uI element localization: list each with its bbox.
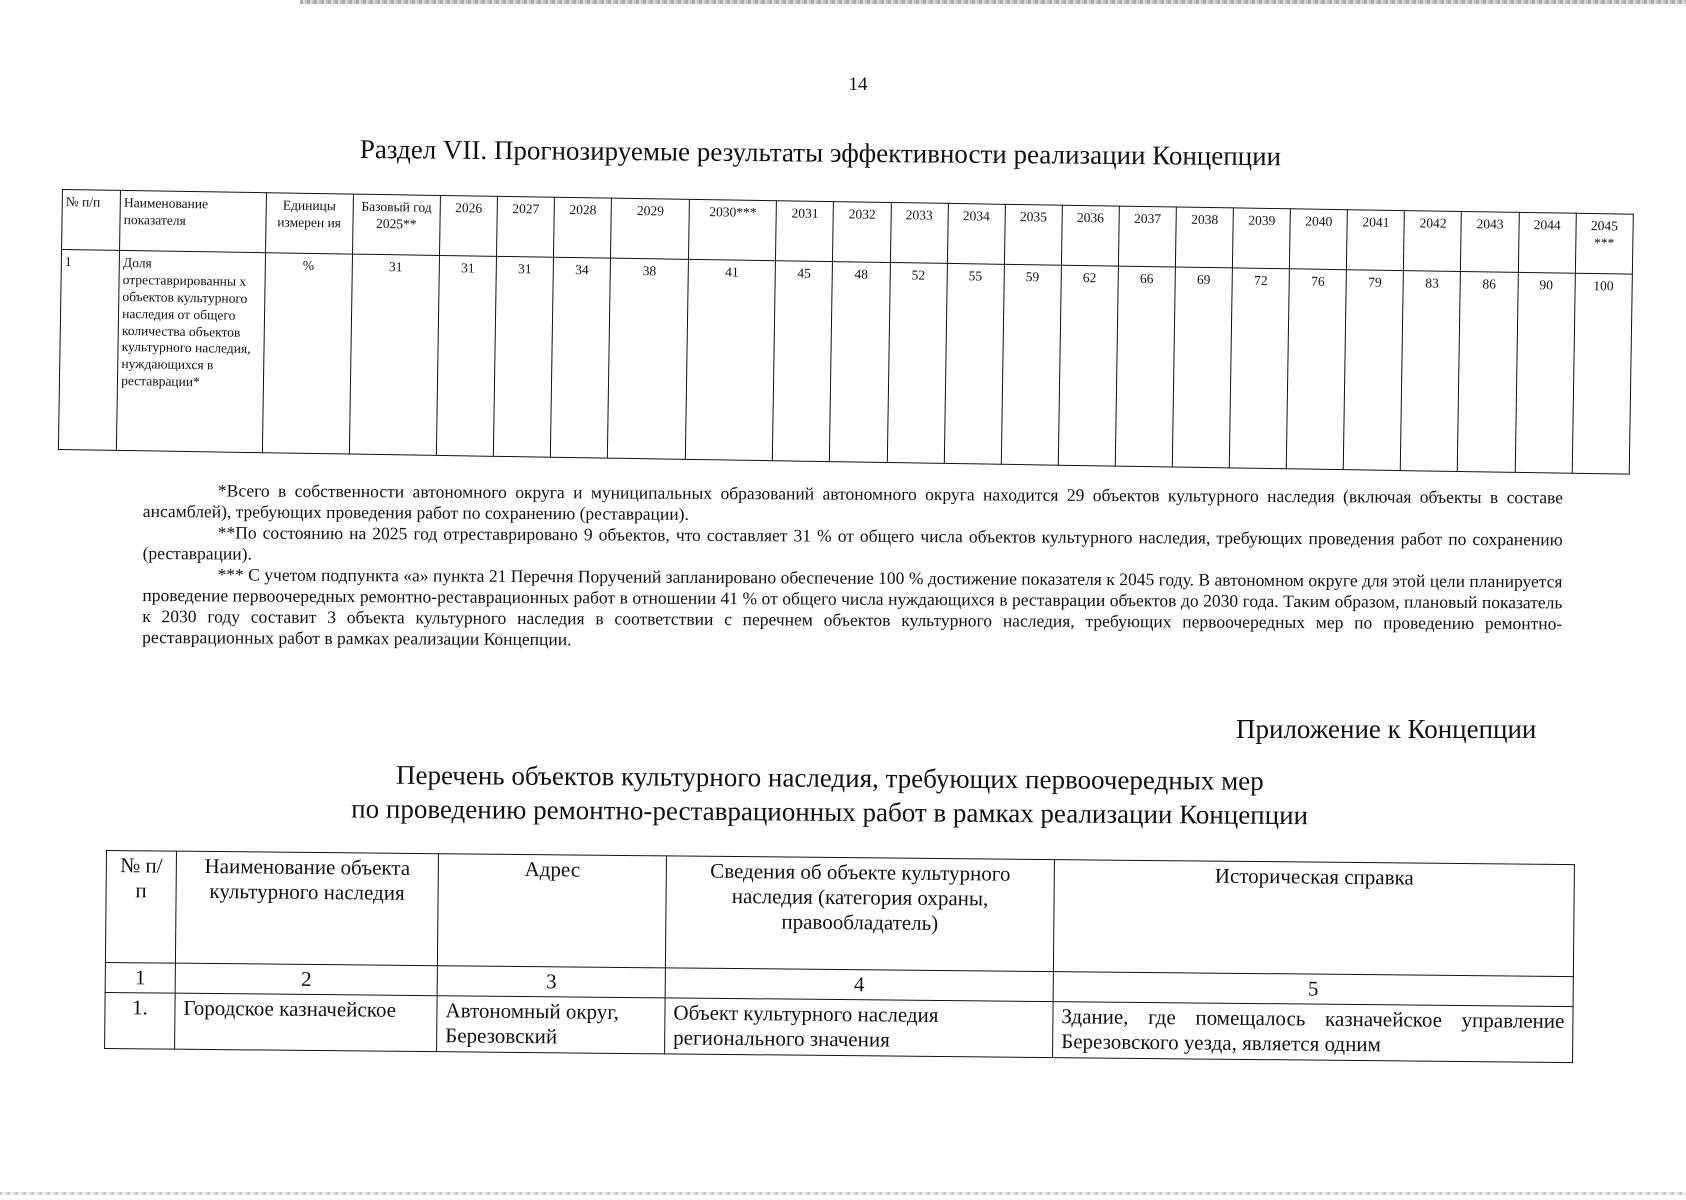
indicator-value: 76 — [1286, 269, 1346, 470]
header-base-year: Базовый год 2025** — [352, 194, 440, 255]
column-number: 3 — [437, 966, 665, 998]
objects-table — [104, 850, 1575, 1063]
list-title — [280, 758, 1380, 833]
header-year: 2038 — [1175, 207, 1233, 268]
indicator-value: 79 — [1343, 270, 1403, 471]
header-year: 2033 — [890, 203, 948, 264]
list-title-line-1: Перечень объектов культурного наследия, требующих первоочередных мер — [395, 759, 1264, 796]
indicator-value: 52 — [887, 263, 947, 464]
indicator-value: 41 — [685, 259, 775, 460]
column-number: 1 — [105, 962, 175, 993]
header-year: 2045 *** — [1575, 213, 1633, 274]
header-year: 2029 — [611, 198, 690, 259]
header-year: 2040 — [1290, 209, 1348, 270]
header-year: 2035 — [1004, 204, 1062, 265]
indicator-value: 90 — [1515, 272, 1575, 473]
indicator-value: 48 — [830, 262, 890, 463]
indicator-name: Доля отреставрированны х объектов культурного наследия от общего количества объектов культурного наследия, нуждающихся в реставрации* — [117, 250, 265, 452]
indicator-value: 66 — [1115, 266, 1175, 467]
objects-header-row — [105, 851, 1574, 977]
header-no: № п/п — [62, 190, 121, 251]
column-number: 2 — [175, 963, 437, 996]
object-info: Объект культурного наследия регионального значения — [665, 998, 1054, 1057]
header-year: 2028 — [554, 197, 612, 258]
object-no: 1. — [105, 993, 176, 1049]
section-title: Раздел VII. Прогнозируемые результаты эффективности реализации Концепции — [359, 134, 1282, 172]
indicator-value: 83 — [1401, 271, 1461, 472]
row-no: 1 — [58, 250, 119, 451]
indicator-base-value: 31 — [349, 254, 439, 455]
footnote-1: *Всего в собственности автономного округа и муниципальных образований автономного округа находится 29 объектов культурного наследия (включая объекты в составе ансамблей), требующих проведения работ по сохранению (реставрации). — [142, 480, 1563, 524]
footnote-3: *** С учетом подпункта «а» пункта 21 Перечня Поручений запланировано обеспечение 100 % достижение показателя к 2045 году. В автономном округе для этой цели планируется проведение первоочередных ремонтно-реставрационных работ в отношении 41 % от общего числа нуждающихся в реставрации объектов до 2030 года. Таким образом, плановый показатель к 2030 году составит 3 объекта культурного наследия в соответствии с перечнем объектов культурного наследия, требующих первоочередных мер по проведению ремонтно-реставрационных работ в рамках реализации Концепции. — [142, 564, 1563, 650]
objects-header-history: Историческая справка — [1053, 860, 1574, 977]
header-year: 2031 — [776, 201, 834, 262]
objects-header-info: Сведения об объекте культурного наследия (категория охраны, правообладатель) — [665, 856, 1054, 972]
header-year: 2032 — [833, 202, 891, 263]
header-year: 2037 — [1118, 206, 1176, 267]
indicator-value: 86 — [1458, 271, 1518, 472]
indicator-value: 55 — [944, 263, 1004, 464]
header-year: 2042 — [1404, 211, 1462, 272]
indicator-value: 45 — [773, 261, 833, 462]
header-name: Наименование показателя — [120, 190, 266, 252]
objects-header-no: № п/п — [105, 851, 176, 964]
header-unit: Единицы измерен ия — [265, 193, 353, 254]
header-year: 2026 — [439, 195, 497, 256]
objects-header-name: Наименование объекта культурного наследия — [175, 851, 438, 966]
header-year: 2041 — [1347, 210, 1405, 271]
indicator-value: 31 — [436, 255, 496, 456]
indicator-value: 59 — [1001, 264, 1061, 465]
indicator-value: 38 — [608, 258, 689, 459]
column-number: 5 — [1053, 972, 1573, 1007]
header-year: 2043 — [1461, 211, 1519, 272]
indicator-value: 62 — [1058, 265, 1118, 466]
object-history: Здание, где помещалось казначейское управление Березовского уезда, является одним — [1053, 1002, 1574, 1062]
indicator-value: 31 — [493, 256, 553, 457]
header-year: 2027 — [497, 196, 555, 257]
indicator-value: 34 — [550, 257, 610, 458]
objects-header-address: Адрес — [437, 854, 666, 968]
page-number: 14 — [848, 74, 868, 95]
indicator-value: 72 — [1229, 268, 1289, 469]
column-number: 4 — [665, 968, 1053, 1002]
scan-edge-bottom — [0, 1192, 1686, 1195]
header-year: 2030*** — [689, 199, 777, 260]
header-year: 2039 — [1232, 208, 1290, 269]
object-name: Городское казначейское — [175, 993, 438, 1051]
object-address: Автономный округ, Березовский — [437, 996, 666, 1054]
indicator-table — [58, 189, 1634, 475]
header-year: 2036 — [1061, 205, 1119, 266]
footnote-2: **По состоянию на 2025 год отреставрировано 9 объектов, что составляет 31 % от общего числа объектов культурного наследия, требующих проведения работ по сохранению (реставрации). — [142, 522, 1563, 564]
indicator-value: 69 — [1172, 267, 1232, 468]
scan-edge-top — [300, 0, 1686, 4]
indicator-row — [58, 250, 1632, 475]
footnotes — [142, 480, 1563, 655]
indicator-value: 100 — [1572, 273, 1633, 474]
indicator-unit: % — [262, 253, 352, 454]
appendix-label: Приложение к Концепции — [1236, 714, 1537, 744]
list-title-line-2: по проведению ремонтно-реставрационных работ в рамках реализации Концепции — [351, 793, 1309, 830]
header-year: 2044 — [1518, 212, 1576, 273]
header-year: 2034 — [947, 203, 1005, 264]
